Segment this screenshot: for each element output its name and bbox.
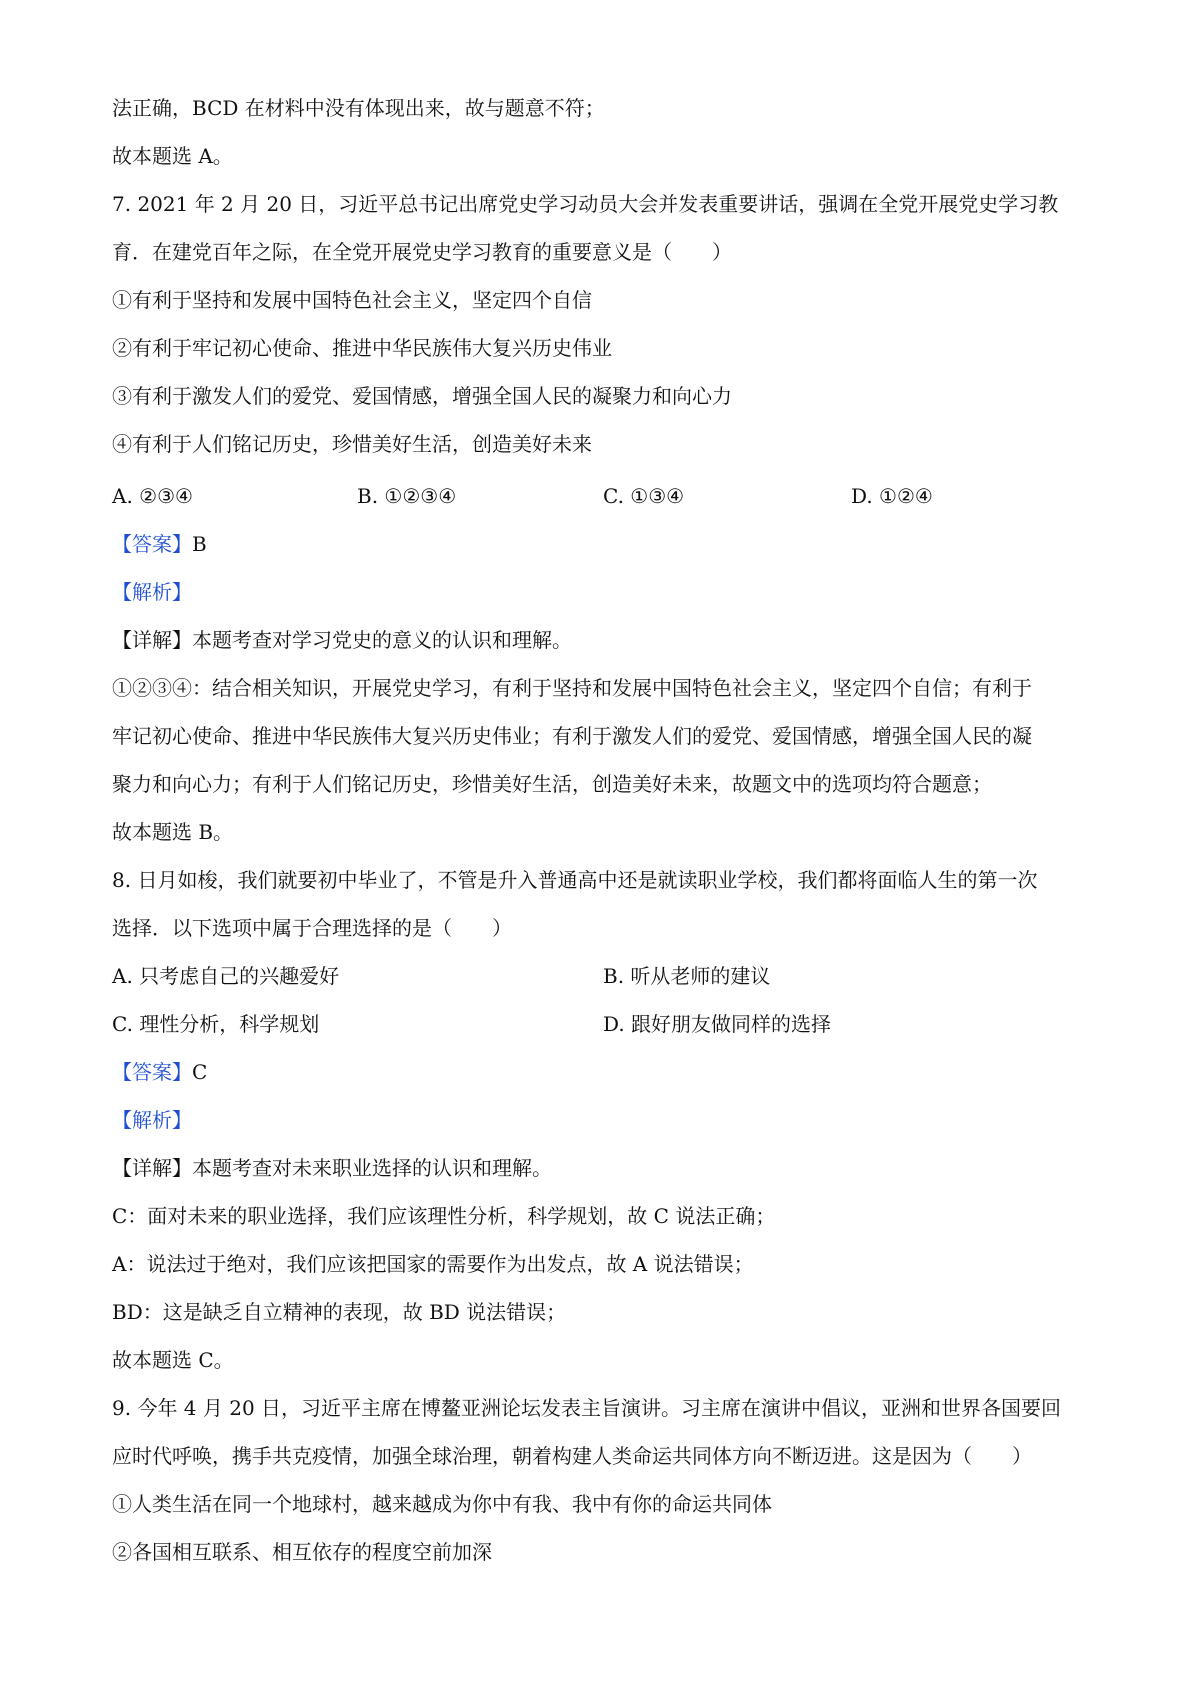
q7-answer bbox=[112, 530, 207, 558]
q7-stem-line2: 育．在建党百年之际，在全党开展党史学习教育的重要意义是（ ） bbox=[112, 240, 732, 264]
q8-conclusion: 故本题选 C。 bbox=[112, 1348, 234, 1372]
answer-value: B bbox=[192, 532, 207, 556]
detail-tag: 【详解】 bbox=[112, 1156, 192, 1180]
detail-intro-text: 本题考查对未来职业选择的认识和理解。 bbox=[192, 1156, 552, 1180]
q8-option-c: C. 理性分析，科学规划 bbox=[112, 1012, 320, 1036]
analysis-tag: 【解析】 bbox=[112, 1108, 192, 1132]
q7-conclusion: 故本题选 B。 bbox=[112, 820, 234, 844]
q8-option-b: B. 听从老师的建议 bbox=[603, 964, 771, 988]
q7-statement-2: ②有利于牢记初心使命、推进中华民族伟大复兴历史伟业 bbox=[112, 336, 612, 360]
answer-tag: 【答案】 bbox=[112, 532, 192, 556]
q7-detail-line: 聚力和向心力；有利于人们铭记历史，珍惜美好生活，创造美好未来，故题文中的选项均符合题意； bbox=[112, 772, 992, 796]
answer-value: C bbox=[192, 1060, 208, 1084]
continuation-conclusion: 故本题选 A。 bbox=[112, 144, 233, 168]
q8-answer bbox=[112, 1058, 207, 1086]
q8-detail-line: BD：这是缺乏自立精神的表现，故 BD 说法错误； bbox=[112, 1300, 567, 1324]
q7-analysis bbox=[112, 578, 192, 606]
continuation-line: 法正确，BCD 在材料中没有体现出来，故与题意不符； bbox=[112, 96, 605, 120]
q7-statement-4: ④有利于人们铭记历史，珍惜美好生活，创造美好未来 bbox=[112, 432, 592, 456]
q7-option-a: A. ②③④ bbox=[112, 484, 193, 508]
q8-stem-line1: 8. 日月如梭，我们就要初中毕业了，不管是升入普通高中还是就读职业学校，我们都将面临人生的第一次 bbox=[112, 868, 1038, 892]
q8-option-d: D. 跟好朋友做同样的选择 bbox=[603, 1012, 832, 1036]
q9-stem-line2: 应时代呼唤，携手共克疫情，加强全球治理，朝着构建人类命运共同体方向不断迈进。这是因为（ ） bbox=[112, 1444, 1032, 1468]
q7-statement-3: ③有利于激发人们的爱党、爱国情感，增强全国人民的凝聚力和向心力 bbox=[112, 384, 732, 408]
detail-intro-text: 本题考查对学习党史的意义的认识和理解。 bbox=[192, 628, 572, 652]
q7-detail-line: ①②③④：结合相关知识，开展党史学习，有利于坚持和发展中国特色社会主义，坚定四个自信；有利于 bbox=[112, 676, 1032, 700]
q8-detail-line: C：面对未来的职业选择，我们应该理性分析，科学规划，故 C 说法正确； bbox=[112, 1204, 776, 1228]
q8-option-a: A. 只考虑自己的兴趣爱好 bbox=[112, 964, 340, 988]
detail-tag: 【详解】 bbox=[112, 628, 192, 652]
q7-detail-intro bbox=[112, 626, 572, 654]
q7-detail-line: 牢记初心使命、推进中华民族伟大复兴历史伟业；有利于激发人们的爱党、爱国情感，增强全国人民的凝 bbox=[112, 724, 1032, 748]
q7-stem-line1: 7. 2021 年 2 月 20 日，习近平总书记出席党史学习动员大会并发表重要讲话，强调在全党开展党史学习教 bbox=[112, 192, 1059, 216]
q8-stem-line2: 选择．以下选项中属于合理选择的是（ ） bbox=[112, 916, 512, 940]
q7-option-b: B. ①②③④ bbox=[357, 484, 457, 508]
q8-detail-intro bbox=[112, 1154, 552, 1182]
q9-statement-2: ②各国相互联系、相互依存的程度空前加深 bbox=[112, 1540, 492, 1564]
q9-statement-1: ①人类生活在同一个地球村，越来越成为你中有我、我中有你的命运共同体 bbox=[112, 1492, 772, 1516]
q8-detail-line: A：说法过于绝对，我们应该把国家的需要作为出发点，故 A 说法错误； bbox=[112, 1252, 754, 1276]
q8-analysis bbox=[112, 1106, 192, 1134]
analysis-tag: 【解析】 bbox=[112, 580, 192, 604]
q7-option-d: D. ①②④ bbox=[851, 484, 933, 508]
q9-stem-line1: 9. 今年 4 月 20 日，习近平主席在博鳌亚洲论坛发表主旨演讲。习主席在演讲中倡议，亚洲和世界各国要回 bbox=[112, 1396, 1062, 1420]
q7-option-c: C. ①③④ bbox=[603, 484, 685, 508]
answer-tag: 【答案】 bbox=[112, 1060, 192, 1084]
q7-statement-1: ①有利于坚持和发展中国特色社会主义，坚定四个自信 bbox=[112, 288, 592, 312]
